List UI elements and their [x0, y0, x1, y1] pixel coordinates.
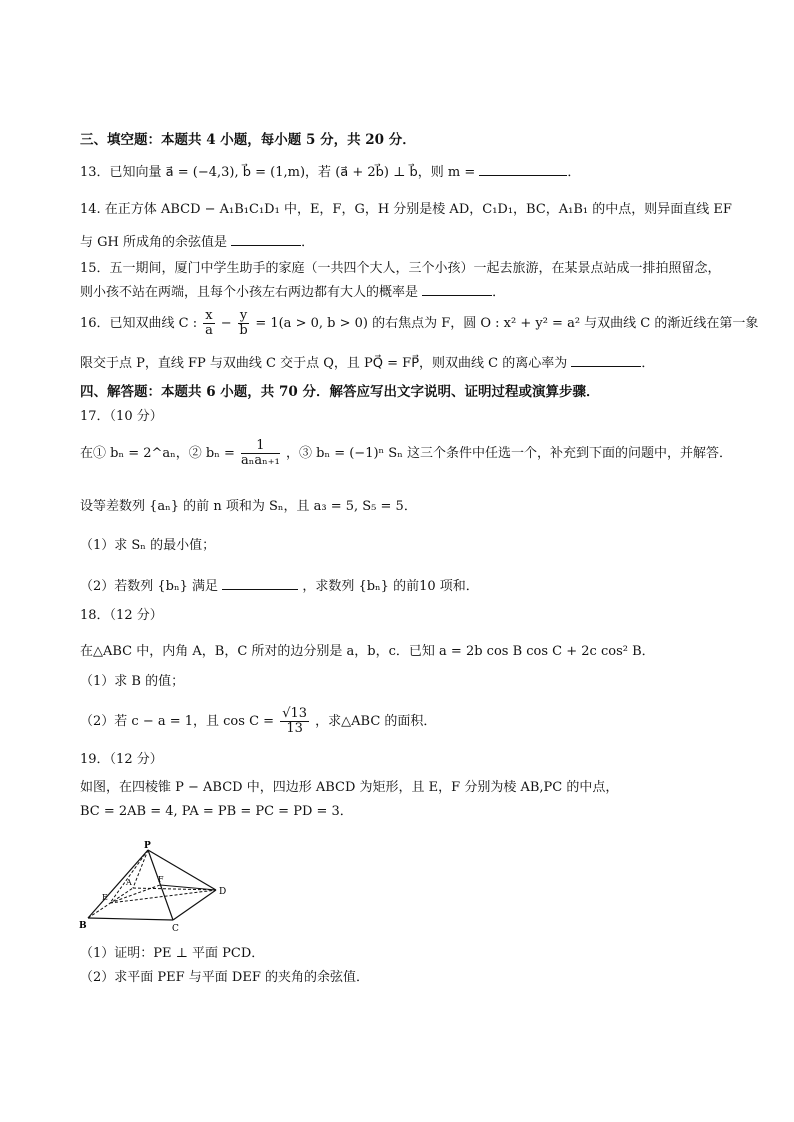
q15-answer-blank[interactable]	[422, 283, 492, 296]
q18-statement: 在△ABC 中，内角 A，B，C 所对的边分别是 a，b，c．已知 a = 2b cos B cos C + 2c cos² B．	[80, 644, 655, 659]
edge-pd	[148, 850, 216, 890]
q14-line2: 与 GH 所成角的余弦值是	[80, 235, 227, 250]
q16-frac-y	[238, 309, 249, 338]
q16-suffix: = 1(a > 0, b > 0) 的右焦点为 F，圆 O : x² + y² = a² 与双曲线 C 的渐近线在第一象	[255, 316, 759, 331]
edge-pb	[88, 850, 148, 918]
q16-frac2-num: y	[239, 308, 248, 323]
q16-minus: −	[220, 316, 232, 331]
q17-cond-suffix: ，③ bₙ = (−1)ⁿ Sₙ 这三个条件中任选一个，补充到下面的问题中，并解答．	[286, 446, 732, 461]
q13-answer-blank[interactable]	[479, 163, 567, 176]
q13-text: 13．已知向量 a⃗ = (−4,3), b⃗ = (1,m)，若 (a⃗ + 2b⃗) ⊥ b⃗，则 m =	[80, 165, 476, 180]
q16-frac-x	[203, 309, 214, 338]
q18-part2	[80, 706, 720, 738]
question-14-line2: 与 GH 所成角的余弦值是 ．	[80, 235, 315, 250]
q18-frac-den: 13	[286, 721, 303, 736]
question-16-line1	[80, 308, 759, 338]
edge-bc	[88, 918, 173, 920]
q18-frac-num: √13	[282, 706, 308, 721]
q18-part2-prefix: （2）若 c − a = 1，且 cos C =	[80, 714, 275, 729]
question-15-line2: 则小孩不站在两端，且每个小孩左右两边都有大人的概率是 ．	[80, 285, 506, 300]
q18-header: 18．（12 分）	[80, 608, 163, 623]
q18-frac	[280, 707, 309, 736]
label-f: F	[158, 875, 164, 884]
q18-part1: （1）求 B 的值；	[80, 674, 185, 689]
section-4-title: 四、解答题：本题共 6 小题，共 70 分．解答应写出文字说明、证明过程或演算步骤．	[80, 384, 600, 400]
q17-conditions	[80, 438, 732, 469]
q16-frac2-den: b	[239, 323, 248, 338]
q14-answer-blank[interactable]	[231, 233, 301, 246]
question-16-line2: 限交于点 P，直线 FP 与双曲线 C 交于点 Q，且 PQ⃗ = FP⃗，则双曲线 C 的离心率为 ．	[80, 356, 655, 371]
label-p: P	[144, 841, 151, 851]
label-a: A	[126, 878, 132, 887]
question-13: 13．已知向量 a⃗ = (−4,3), b⃗ = (1,m)，若 (a⃗ + 2b⃗) ⊥ b⃗，则 m = ．	[80, 165, 581, 180]
segment-pe	[110, 850, 148, 903]
q19-part2: （2）求平面 PEF 与平面 DEF 的夹角的余弦值．	[80, 970, 369, 985]
q16-frac1-num: x	[205, 308, 213, 323]
pyramid-figure	[78, 838, 238, 933]
q17-cond-prefix: 在① bₙ = 2^aₙ，② bₙ =	[80, 446, 235, 461]
q17-condition-blank[interactable]	[222, 577, 298, 590]
label-e: E	[102, 893, 108, 902]
q16-prefix: 16．已知双曲线 C :	[80, 316, 198, 331]
q19-line2: BC = 2AB = 4, PA = PB = PC = PD = 3．	[80, 804, 353, 819]
q17-cond-frac	[241, 439, 280, 468]
label-b: B	[79, 921, 87, 931]
q14-line1: 14. 在正方体 ABCD − A₁B₁C₁D₁ 中，E，F，G，H 分别是棱 AD，C₁D₁，BC，A₁B₁ 的中点，则异面直线 EF	[80, 202, 732, 217]
q16-frac1-den: a	[205, 323, 213, 338]
label-c: C	[172, 924, 179, 933]
q16-answer-blank[interactable]	[571, 354, 641, 367]
q17-part1: （1）求 Sₙ 的最小值；	[80, 538, 216, 553]
edge-cd	[173, 890, 216, 920]
q17-frac-den: aₙaₙ₊₁	[241, 453, 280, 468]
q15-line2: 则小孩不站在两端，且每个小孩左右两边都有大人的概率是	[80, 285, 419, 300]
section-3-title: 三、填空题：本题共 4 小题，每小题 5 分，共 20 分．	[80, 132, 416, 148]
q17-setup: 设等差数列 {aₙ} 的前 n 项和为 Sₙ，且 a₃ = 5, S₅ = 5．	[80, 499, 417, 514]
q19-line1: 如图，在四棱锥 P − ABCD 中，四边形 ABCD 为矩形，且 E，F 分别为棱 AB,PC 的中点，	[80, 780, 619, 795]
q17-part2-suffix: ，求数列 {bₙ} 的前10 项和．	[302, 579, 479, 594]
q17-frac-num: 1	[241, 439, 280, 454]
q17-part2	[80, 577, 720, 596]
q19-part1: （1）证明：PE ⊥ 平面 PCD．	[80, 946, 265, 961]
q15-line1: 15．五一期间，厦门中学生助手的家庭（一共四个大人，三个小孩）一起去旅游，在某景点站成一排拍照留念，	[80, 261, 721, 276]
q17-header: 17．（10 分）	[80, 409, 163, 424]
label-d: D	[219, 887, 227, 897]
q16-line2: 限交于点 P，直线 FP 与双曲线 C 交于点 Q，且 PQ⃗ = FP⃗，则双曲线 C 的离心率为	[80, 356, 568, 371]
edge-pa	[133, 850, 148, 888]
q18-part2-suffix: ，求△ABC 的面积．	[315, 714, 437, 729]
q17-part2-prefix: （2）若数列 {bₙ} 满足	[80, 579, 219, 594]
q19-header: 19．（12 分）	[80, 752, 163, 767]
